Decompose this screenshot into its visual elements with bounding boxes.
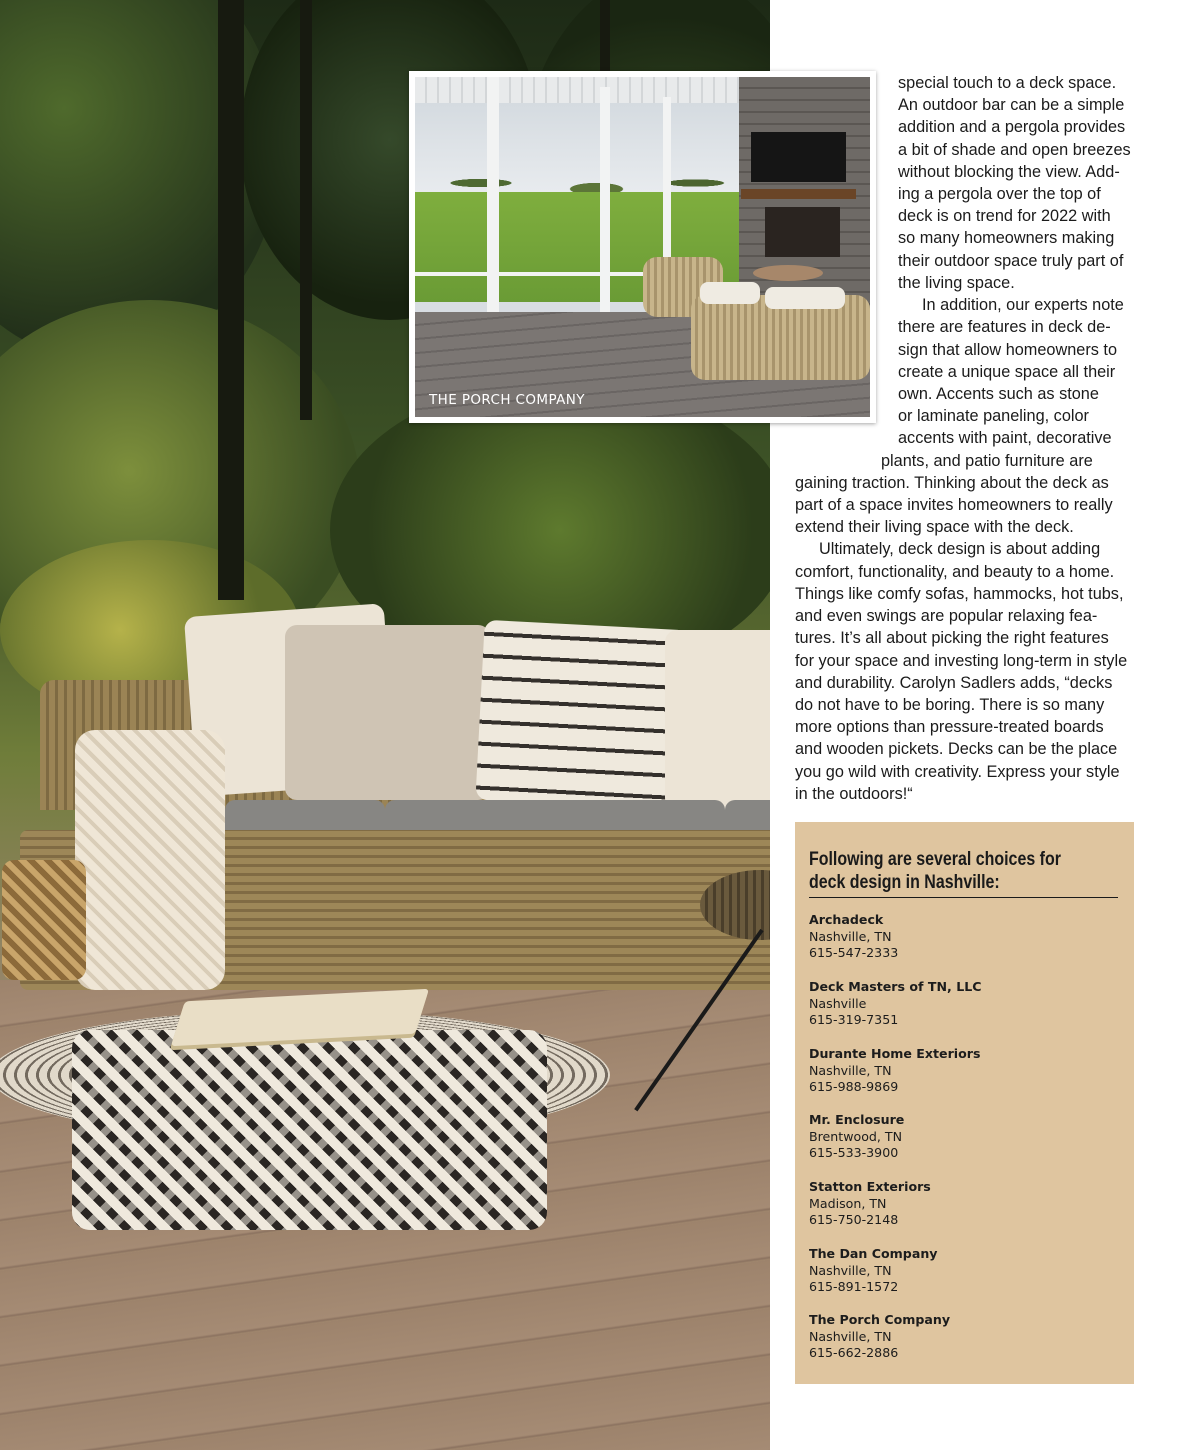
pillow-striped	[475, 620, 689, 810]
pillow-cream	[665, 630, 770, 810]
mantel	[741, 189, 856, 199]
article-line: and durability. Carolyn Sadlers adds, “decks	[795, 674, 1113, 692]
sidebar-divider	[809, 897, 1118, 898]
contractor-city: Nashville, TN	[809, 1328, 892, 1344]
article-line: own. Accents such as stone	[898, 385, 1099, 403]
article-line: their outdoor space truly part of	[898, 252, 1124, 270]
article-line: without blocking the view. Add-	[898, 163, 1120, 181]
contractor-city: Nashville, TN	[809, 1062, 892, 1078]
contractor-name: The Porch Company	[809, 1312, 951, 1327]
contractor-city: Madison, TN	[809, 1195, 887, 1211]
article-line: tures. It’s all about picking the right features	[795, 629, 1109, 647]
article-line: and wooden pickets. Decks can be the place	[795, 740, 1118, 758]
wooden-lantern	[2, 860, 86, 980]
inset-photo-frame	[409, 71, 876, 423]
contractor-city: Nashville	[809, 995, 867, 1011]
knit-throw-blanket	[75, 730, 225, 990]
article-line: comfort, functionality, and beauty to a home.	[795, 563, 1115, 581]
article-line: you go wild with creativity. Express your style	[795, 763, 1120, 781]
sectional-cushion	[765, 287, 845, 309]
contractor-city: Nashville, TN	[809, 928, 892, 944]
article-line: there are features in deck de-	[898, 318, 1111, 336]
contractor-sidebar	[795, 822, 1134, 1384]
contractor-phone: 615-662-2886	[809, 1345, 899, 1361]
contractor-city: Nashville, TN	[809, 1262, 892, 1278]
article-line: Things like comfy sofas, hammocks, hot tubs,	[795, 585, 1124, 603]
contractor-phone: 615-533-3900	[809, 1145, 899, 1161]
firebox	[765, 207, 840, 257]
sidebar-title	[809, 848, 1061, 894]
contractor-phone: 615-547-2333	[809, 945, 899, 961]
article-line: deck is on trend for 2022 with	[898, 207, 1111, 225]
contractor-entry	[809, 979, 982, 1029]
contractor-name: Deck Masters of TN, LLC	[809, 979, 982, 994]
contractor-phone: 615-319-7351	[809, 1012, 899, 1028]
article-line: Ultimately, deck design is about adding	[819, 540, 1101, 558]
inset-photo	[415, 77, 870, 417]
contractor-name: The Dan Company	[809, 1246, 938, 1261]
article-line: addition and a pergola provides	[898, 118, 1126, 136]
tree-trunk	[218, 0, 244, 600]
article-line: gaining traction. Thinking about the deck as	[795, 474, 1109, 492]
article-line: extend their living space with the deck.	[795, 518, 1074, 536]
tv	[751, 132, 846, 182]
article-line: so many homeowners making	[898, 229, 1115, 247]
article-line: and even swings are popular relaxing fea-	[795, 607, 1098, 625]
contractor-entry	[809, 1112, 904, 1162]
contractor-entry	[809, 1179, 931, 1229]
article-line: create a unique space all their	[898, 363, 1116, 381]
contractor-name: Mr. Enclosure	[809, 1112, 905, 1127]
contractor-name: Durante Home Exteriors	[809, 1046, 981, 1061]
sectional-cushion	[700, 282, 760, 304]
sidebar-title-line: deck design in Nashville:	[809, 872, 1000, 893]
contractor-name: Archadeck	[809, 912, 884, 927]
contractor-entry	[809, 1312, 950, 1362]
article-line: the living space.	[898, 274, 1015, 292]
article-line: part of a space invites homeowners to really	[795, 496, 1113, 514]
contractor-entry	[809, 912, 898, 962]
porch-rail	[415, 272, 670, 276]
contractor-entry	[809, 1046, 980, 1096]
article-line: more options than pressure-treated boards	[795, 718, 1104, 736]
article-line: An outdoor bar can be a simple	[898, 96, 1125, 114]
contractor-name: Statton Exteriors	[809, 1179, 931, 1194]
sidebar-title-line: Following are several choices for	[809, 849, 1061, 870]
pillow-knit	[285, 625, 490, 800]
article-line: in the outdoors!“	[795, 785, 913, 803]
tree-trunk	[300, 0, 312, 420]
contractor-entry	[809, 1246, 938, 1296]
article-line: a bit of shade and open breezes	[898, 141, 1131, 159]
porch-post	[600, 87, 610, 347]
coffee-table	[753, 265, 823, 281]
article-line: special touch to a deck space.	[898, 74, 1117, 92]
contractor-phone: 615-988-9869	[809, 1079, 899, 1095]
article-line: for your space and investing long-term in style	[795, 652, 1128, 670]
contractor-city: Brentwood, TN	[809, 1128, 903, 1144]
article-line: accents with paint, decorative	[898, 429, 1112, 447]
contractor-phone: 615-750-2148	[809, 1212, 899, 1228]
article-line: sign that allow homeowners to	[898, 341, 1118, 359]
article-line: In addition, our experts note	[922, 296, 1124, 314]
photo-credit: THE PORCH COMPANY	[429, 392, 585, 408]
article-line: plants, and patio furniture are	[881, 452, 1093, 470]
article-line: do not have to be boring. There is so many	[795, 696, 1105, 714]
article-line: or laminate paneling, color	[898, 407, 1089, 425]
article-line: ing a pergola over the top of	[898, 185, 1101, 203]
contractor-phone: 615-891-1572	[809, 1279, 899, 1295]
patterned-pouf	[72, 1030, 547, 1230]
